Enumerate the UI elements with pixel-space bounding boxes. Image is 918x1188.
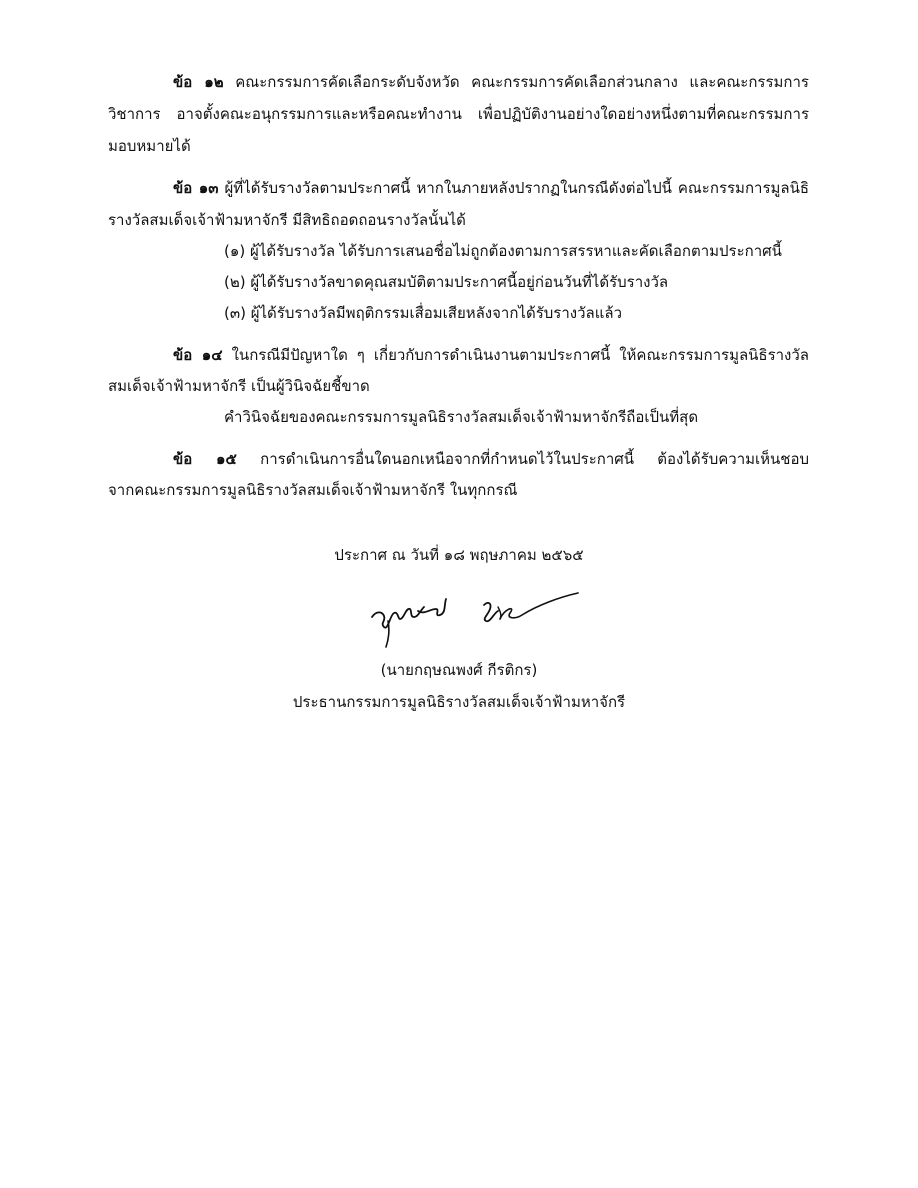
clause-14-text-1: ในกรณีมีปัญหาใด ๆ เกี่ยวกับการดำเนินงานตามประกาศนี้ ให้คณะกรรมการมูลนิธิรางวัล bbox=[231, 346, 809, 364]
clause-12-text-1: คณะกรรมการคัดเลือกระดับจังหวัด คณะกรรมการคัดเลือกส่วนกลาง และคณะกรรมการ bbox=[235, 73, 809, 91]
clause-14-line-2: สมเด็จเจ้าฟ้ามหาจักรี เป็นผู้วินิจฉัยชี้ขาด bbox=[108, 377, 370, 395]
clause-13-line-1 bbox=[173, 178, 809, 198]
clause-12-line-1 bbox=[173, 72, 809, 92]
clause-15-text-1: การดำเนินการอื่นใดนอกเหนือจากที่กำหนดไว้ในประกาศนี้ ต้องได้รับความเห็นชอบ bbox=[260, 450, 809, 468]
clause-14-line-1 bbox=[173, 345, 809, 365]
clause-13-line-2: รางวัลสมเด็จเจ้าฟ้ามหาจักรี มีสิทธิถอดถอนรางวัลนั้นได้ bbox=[108, 211, 466, 229]
clause-15-number: ข้อ ๑๕ bbox=[173, 450, 237, 468]
clause-13-item-2: (๒) ผู้ได้รับรางวัลขาดคุณสมบัติตามประกาศนี้อยู่ก่อนวันที่ได้รับรางวัล bbox=[224, 273, 669, 291]
clause-13-item-3: (๓) ผู้ได้รับรางวัลมีพฤติกรรมเสื่อมเสียหลังจากได้รับรางวัลแล้ว bbox=[224, 304, 622, 322]
clause-14-line-3: คำวินิจฉัยของคณะกรรมการมูลนิธิรางวัลสมเด็จเจ้าฟ้ามหาจักรีถือเป็นที่สุด bbox=[224, 408, 699, 426]
handwritten-signature bbox=[360, 585, 590, 655]
clause-12-line-3: มอบหมายได้ bbox=[108, 137, 191, 155]
clause-12-number: ข้อ ๑๒ bbox=[173, 73, 224, 91]
clause-13-item-1: (๑) ผู้ได้รับรางวัล ได้รับการเสนอชื่อไม่ถูกต้องตามการสรรหาและคัดเลือกตามประกาศนี้ bbox=[224, 242, 782, 260]
clause-13-text-1: ผู้ที่ได้รับรางวัลตามประกาศนี้ หากในภายหลังปรากฏในกรณีดังต่อไปนี้ คณะกรรมการมูลนิธิ bbox=[224, 179, 809, 197]
announcement-date: ประกาศ ณ วันที่ ๑๘ พฤษภาคม ๒๕๖๕ bbox=[334, 546, 584, 564]
signatory-position: ประธานกรรมการมูลนิธิรางวัลสมเด็จเจ้าฟ้ามหาจักรี bbox=[292, 693, 626, 711]
signatory-name: (นายกฤษณพงศ์ กีรติกร) bbox=[380, 661, 538, 679]
clause-13-number: ข้อ ๑๓ bbox=[173, 179, 219, 197]
clause-15-line-2: จากคณะกรรมการมูลนิธิรางวัลสมเด็จเจ้าฟ้ามหาจักรี ในทุกกรณี bbox=[108, 481, 518, 499]
clause-12-line-2: วิชาการ อาจตั้งคณะอนุกรรมการและหรือคณะทำงาน เพื่อปฏิบัติงานอย่างใดอย่างหนึ่งตามที่คณะกรรมการ bbox=[108, 105, 809, 123]
clause-15-line-1 bbox=[173, 449, 809, 469]
clause-14-number: ข้อ ๑๔ bbox=[173, 346, 223, 364]
